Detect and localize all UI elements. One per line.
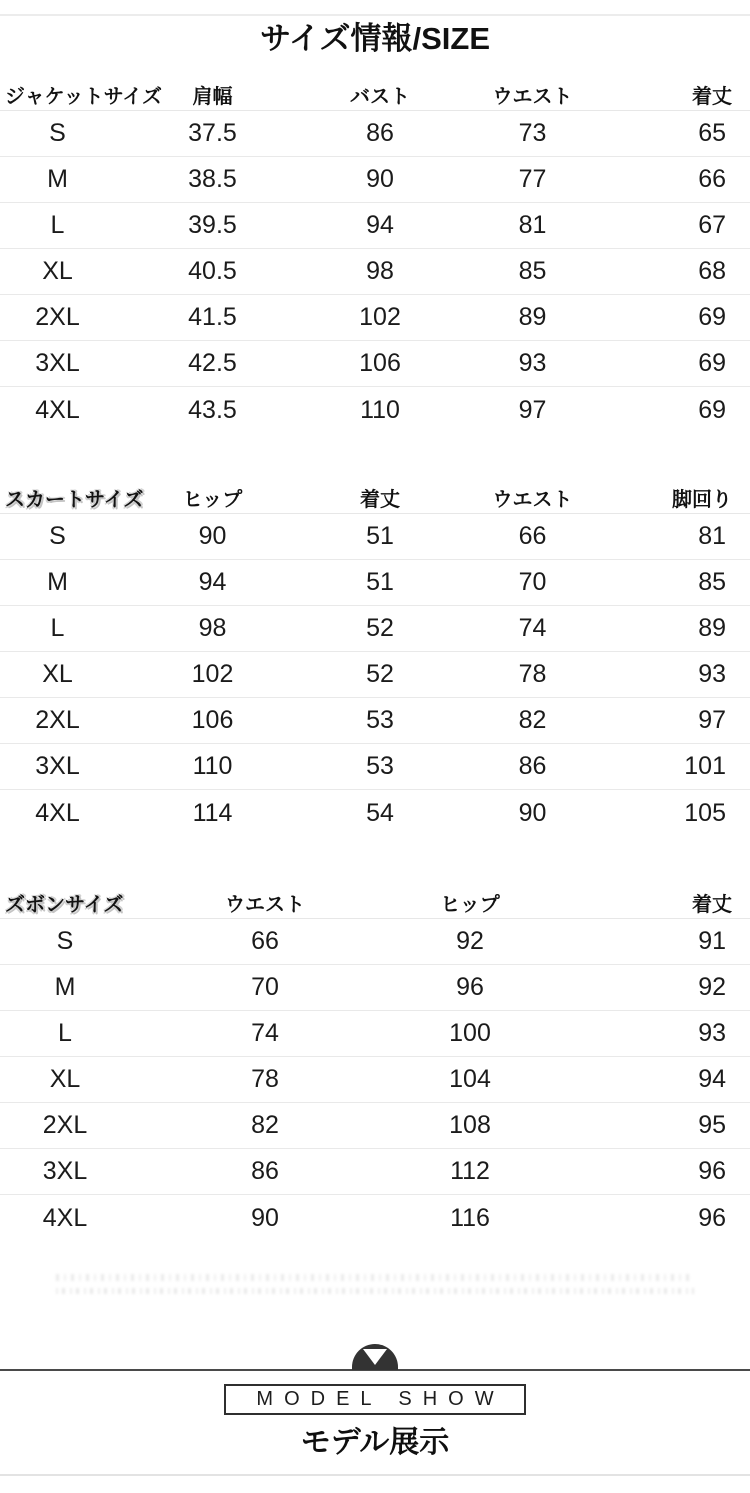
table-row: [0, 514, 750, 560]
cell-value: 90: [518, 798, 547, 827]
model-show-label: MODEL SHOW: [256, 1388, 505, 1410]
cell-value: 106: [359, 349, 401, 377]
size-label: S: [56, 927, 74, 955]
triangle-down-icon: [363, 1349, 387, 1365]
cell-value: 81: [698, 522, 726, 550]
cell-value: 82: [251, 1111, 279, 1139]
size-label: M: [47, 568, 68, 596]
size-label: XL: [49, 1065, 81, 1093]
bottom-divider: [0, 1474, 750, 1476]
table-row: [0, 341, 750, 387]
cell-value: 39.5: [188, 211, 237, 239]
cell-value: 90: [366, 165, 394, 193]
column-header: 肩幅: [192, 85, 233, 108]
table-header-row: [0, 481, 750, 514]
cell-value: 82: [518, 706, 547, 734]
cell-value: 66: [518, 522, 547, 550]
cell-value: 94: [198, 568, 227, 596]
cell-value: 40.5: [188, 257, 237, 285]
table-row: [0, 744, 750, 790]
table-row: [0, 965, 750, 1011]
cell-value: 90: [198, 522, 227, 550]
cell-value: 52: [366, 660, 394, 688]
cell-value: 74: [251, 1019, 279, 1047]
column-header: ウエスト: [492, 488, 573, 511]
table-header-row: [0, 886, 750, 919]
cell-value: 108: [449, 1111, 491, 1139]
size-label: XL: [42, 257, 73, 285]
table-row: [0, 560, 750, 606]
cell-value: 74: [518, 614, 547, 642]
pants-size-table: [0, 886, 750, 1241]
column-header: 脚回り: [672, 488, 732, 511]
section-divider: [0, 1369, 750, 1371]
model-show-banner: [224, 1384, 526, 1415]
cell-value: 96: [698, 1203, 726, 1232]
scroll-dome: [352, 1344, 398, 1370]
jacket-size-table: [0, 78, 750, 433]
cell-value: 110: [192, 752, 233, 780]
cell-value: 51: [366, 568, 394, 596]
table-row: [0, 203, 750, 249]
cell-value: 93: [698, 660, 726, 688]
top-divider: [0, 14, 750, 16]
table-row: [0, 111, 750, 157]
cell-value: 77: [518, 165, 547, 193]
column-header: ウエスト: [492, 85, 573, 108]
table-row: [0, 652, 750, 698]
column-header: ヒップ: [440, 893, 500, 916]
table-label: スカートサイズ: [5, 488, 144, 511]
table-row: [0, 1195, 750, 1241]
cell-value: 41.5: [188, 303, 237, 331]
cell-value: 86: [366, 119, 394, 147]
table-row: [0, 919, 750, 965]
column-header: バスト: [350, 85, 410, 108]
cell-value: 92: [456, 927, 484, 955]
size-label: L: [58, 1019, 72, 1047]
cell-value: 69: [698, 303, 726, 331]
size-label: S: [49, 522, 66, 550]
cell-value: 94: [698, 1065, 726, 1093]
cell-value: 54: [366, 798, 394, 827]
cell-value: 94: [366, 211, 394, 239]
size-label: 2XL: [35, 303, 80, 331]
table-row: [0, 1057, 750, 1103]
cell-value: 53: [366, 752, 394, 780]
cell-value: 43.5: [188, 395, 237, 424]
cell-value: 102: [191, 660, 234, 688]
cell-value: 85: [518, 257, 547, 285]
cell-value: 65: [698, 119, 726, 147]
size-label: 3XL: [35, 752, 80, 780]
column-header: ヒップ: [182, 488, 243, 511]
cell-value: 95: [698, 1111, 726, 1139]
cell-value: 66: [698, 165, 726, 193]
cell-value: 78: [518, 660, 547, 688]
size-info-page: [0, 14, 750, 1476]
column-header: ウエスト: [225, 893, 305, 916]
size-label: 2XL: [42, 1111, 88, 1139]
cell-value: 110: [360, 395, 400, 424]
table-row: [0, 698, 750, 744]
cell-value: 98: [366, 257, 394, 285]
cell-value: 73: [518, 119, 547, 147]
size-label: XL: [42, 660, 73, 688]
cell-value: 92: [698, 973, 726, 1001]
table-row: [0, 1103, 750, 1149]
cell-value: 52: [366, 614, 394, 642]
cell-value: 53: [366, 706, 394, 734]
cell-value: 104: [449, 1065, 491, 1093]
table-row: [0, 1149, 750, 1195]
cell-value: 100: [449, 1019, 491, 1047]
cell-value: 93: [518, 349, 547, 377]
cell-value: 89: [518, 303, 547, 331]
cell-value: 106: [191, 706, 234, 734]
size-label: 4XL: [42, 1203, 88, 1232]
cell-value: 68: [698, 257, 726, 285]
cell-value: 69: [698, 349, 726, 377]
cell-value: 86: [251, 1157, 279, 1185]
cell-value: 70: [518, 568, 547, 596]
cell-value: 51: [366, 522, 394, 550]
table-row: [0, 387, 750, 433]
cell-value: 90: [251, 1203, 279, 1232]
cell-value: 97: [518, 395, 547, 424]
cell-value: 38.5: [188, 165, 237, 193]
table-row: [0, 1011, 750, 1057]
size-label: 4XL: [35, 395, 80, 424]
size-label: S: [49, 119, 66, 147]
table-row: [0, 157, 750, 203]
size-label: L: [50, 211, 65, 239]
cell-value: 102: [359, 303, 401, 331]
column-header: 着丈: [692, 85, 732, 108]
cell-value: 67: [698, 211, 726, 239]
size-label: 3XL: [35, 349, 80, 377]
table-header-row: [0, 78, 750, 111]
cell-value: 116: [450, 1203, 490, 1232]
watermark-blur-strip: [56, 1269, 694, 1299]
cell-value: 78: [251, 1065, 279, 1093]
cell-value: 96: [698, 1157, 726, 1185]
table-label: ズボンサイズ: [5, 893, 124, 916]
cell-value: 66: [251, 927, 279, 955]
cell-value: 81: [518, 211, 547, 239]
column-header: 着丈: [692, 893, 732, 916]
model-show-subtitle: モデル展示: [300, 1426, 450, 1459]
size-label: M: [47, 165, 68, 193]
table-row: [0, 249, 750, 295]
cell-value: 89: [698, 614, 726, 642]
size-label: 4XL: [35, 798, 80, 827]
cell-value: 105: [684, 798, 726, 827]
cell-value: 37.5: [188, 119, 237, 147]
column-header: 着丈: [360, 488, 400, 511]
size-label: L: [50, 614, 65, 642]
table-row: [0, 790, 750, 836]
page-title: サイズ情報/SIZE: [259, 21, 491, 56]
cell-value: 101: [684, 752, 726, 780]
cell-value: 85: [698, 568, 726, 596]
cell-value: 70: [251, 973, 279, 1001]
table-row: [0, 606, 750, 652]
cell-value: 98: [198, 614, 227, 642]
cell-value: 91: [698, 927, 726, 955]
skirt-size-table: [0, 481, 750, 836]
cell-value: 112: [450, 1157, 490, 1185]
cell-value: 97: [698, 706, 726, 734]
size-label: M: [54, 973, 76, 1001]
table-label: ジャケットサイズ: [5, 85, 162, 108]
cell-value: 86: [518, 752, 547, 780]
cell-value: 42.5: [188, 349, 237, 377]
cell-value: 93: [698, 1019, 726, 1047]
cell-value: 114: [192, 798, 233, 827]
table-row: [0, 295, 750, 341]
cell-value: 69: [698, 395, 726, 424]
cell-value: 96: [456, 973, 484, 1001]
size-label: 3XL: [42, 1157, 88, 1185]
size-label: 2XL: [35, 706, 80, 734]
